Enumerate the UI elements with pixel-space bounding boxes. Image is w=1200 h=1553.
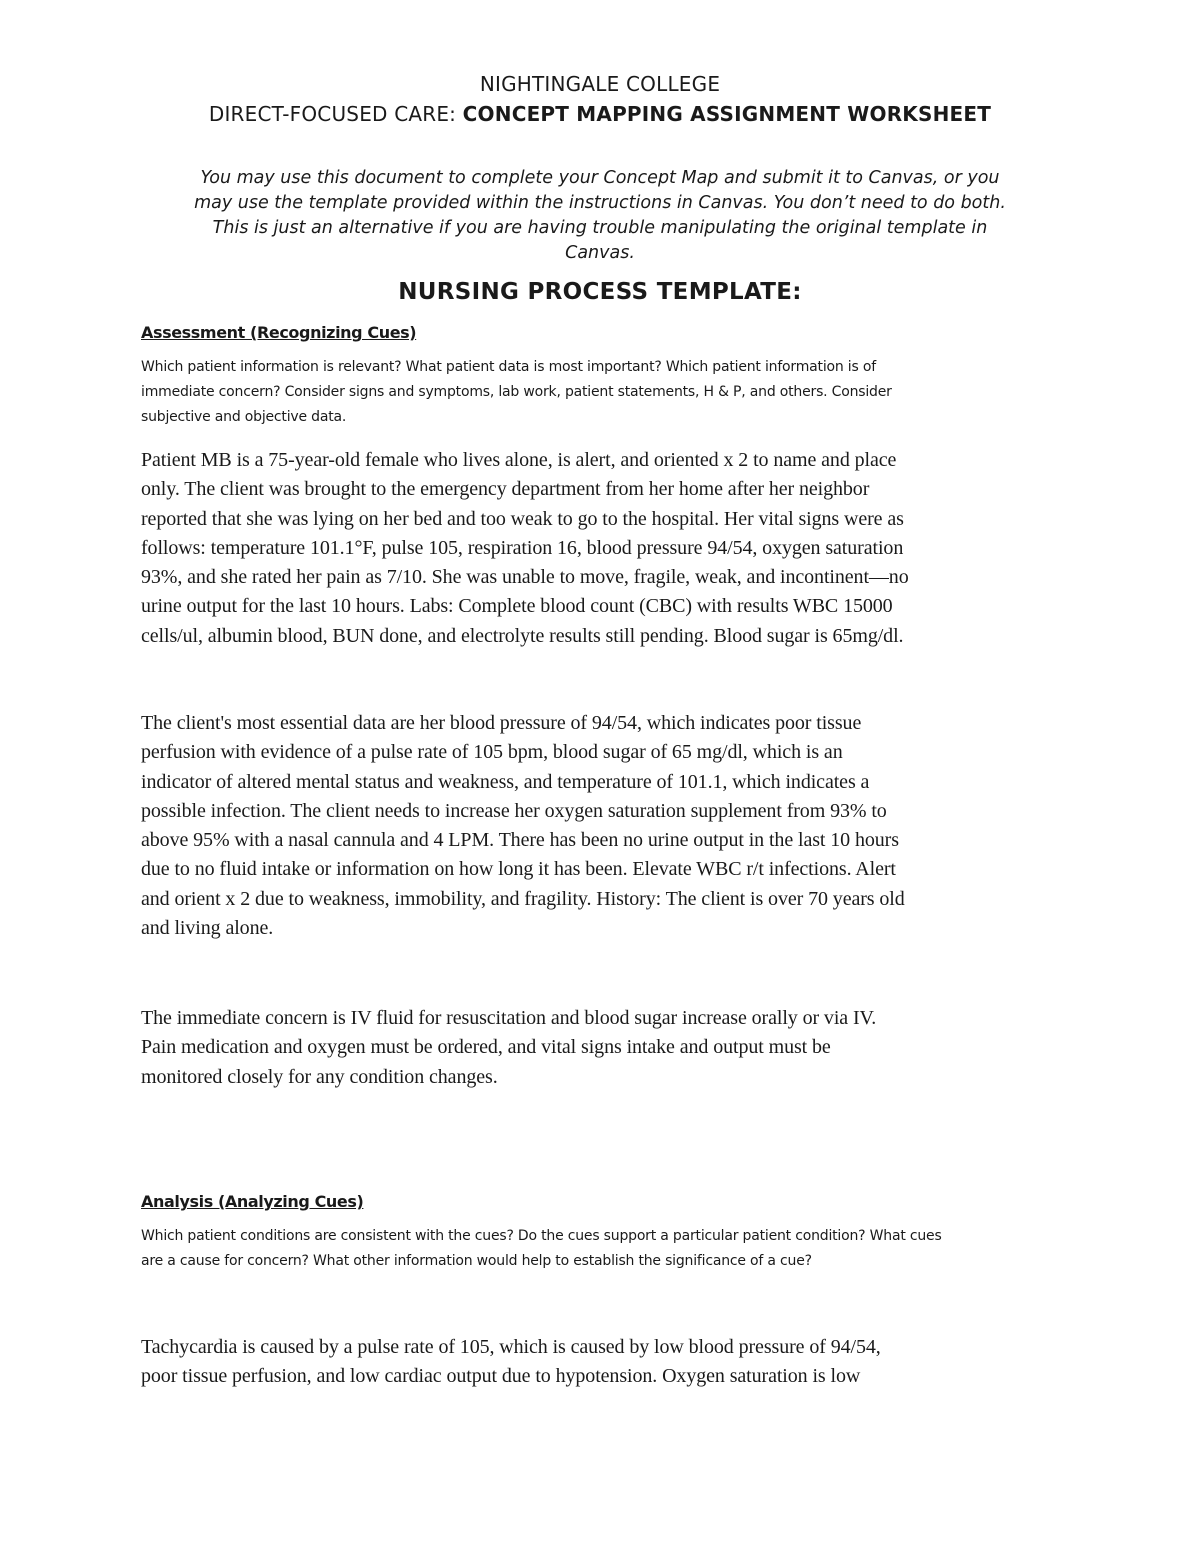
text-line: perfusion with evidence of a pulse rate of 105 bpm, blood sugar of 65 mg/dl, which is an <box>141 741 843 764</box>
prompt-line: subjective and objective data. <box>141 409 347 425</box>
text-line: The client's most essential data are her blood pressure of 94/54, which indicates poor tissue <box>141 712 862 734</box>
text-line: urine output for the last 10 hours. Labs: Complete blood count (CBC) with results WBC 15000 <box>141 595 893 618</box>
text-line: and living alone. <box>141 917 274 940</box>
intro-line: Canvas. <box>565 243 635 263</box>
analysis-prompt <box>141 1224 1061 1274</box>
assessment-paragraph-3 <box>141 1004 1071 1092</box>
text-line: above 95% with a nasal cannula and 4 LPM. There has been no urine output in the last 10 hours <box>141 829 899 852</box>
worksheet-title-prefix: DIRECT-FOCUSED CARE: <box>208 102 463 126</box>
analysis-heading: Analysis (Analyzing Cues) <box>141 1192 364 1211</box>
text-line: due to no fluid intake or information on how long it has been. Elevate WBC r/t infections. Alert <box>141 858 896 881</box>
analysis-paragraph-1 <box>141 1333 1071 1392</box>
text-line: poor tissue perfusion, and low cardiac output due to hypotension. Oxygen saturation is low <box>141 1365 861 1388</box>
text-line: follows: temperature 101.1°F, pulse 105, respiration 16, blood pressure 94/54, oxygen saturation <box>141 536 904 559</box>
college-name: NIGHTINGALE COLLEGE <box>479 72 721 96</box>
text-line: monitored closely for any condition changes. <box>141 1065 498 1088</box>
text-line: Pain medication and oxygen must be ordered, and vital signs intake and output must be <box>141 1036 831 1059</box>
worksheet-title-bold: CONCEPT MAPPING ASSIGNMENT WORKSHEET <box>462 102 992 126</box>
text-line: Tachycardia is caused by a pulse rate of 105, which is caused by low blood pressure of 94/54, <box>141 1336 881 1358</box>
assessment-prompt <box>141 355 1061 430</box>
intro-line: You may use this document to complete your Concept Map and submit it to Canvas, or you <box>200 168 1000 188</box>
text-line: Patient MB is a 75-year-old female who lives alone, is alert, and oriented x 2 to name and place <box>141 449 897 471</box>
intro-instructions <box>140 166 1060 266</box>
worksheet-title <box>0 101 1200 127</box>
assessment-paragraph-1 <box>141 446 1071 651</box>
text-line: indicator of altered mental status and weakness, and temperature of 101.1, which indicates a <box>141 770 870 793</box>
text-line: cells/ul, albumin blood, BUN done, and electrolyte results still pending. Blood sugar is 65mg/dl. <box>141 624 904 647</box>
assessment-paragraph-2 <box>141 709 1071 943</box>
assessment-heading: Assessment (Recognizing Cues) <box>141 323 417 342</box>
prompt-line: are a cause for concern? What other information would help to establish the significance of a cue? <box>141 1253 812 1269</box>
template-heading: NURSING PROCESS TEMPLATE: <box>398 279 802 305</box>
prompt-line: immediate concern? Consider signs and symptoms, lab work, patient statements, H & P, and others. Consider <box>141 384 892 400</box>
text-line: only. The client was brought to the emergency department from her home after her neighbor <box>141 478 870 501</box>
text-line: reported that she was lying on her bed and too weak to go to the hospital. Her vital signs were as <box>141 507 904 530</box>
text-line: The immediate concern is IV fluid for resuscitation and blood sugar increase orally or via IV. <box>141 1007 877 1029</box>
intro-line: This is just an alternative if you are having trouble manipulating the original template in <box>212 218 988 238</box>
text-line: possible infection. The client needs to increase her oxygen saturation supplement from 93% to <box>141 799 887 822</box>
intro-line: may use the template provided within the instructions in Canvas. You don’t need to do both. <box>194 193 1006 213</box>
text-line: and orient x 2 due to weakness, immobility, and fragility. History: The client is over 70 years old <box>141 887 905 910</box>
prompt-line: Which patient information is relevant? What patient data is most important? Which patient information is of <box>141 359 876 375</box>
prompt-line: Which patient conditions are consistent with the cues? Do the cues support a particular patient condition? What cues <box>141 1228 942 1244</box>
text-line: 93%, and she rated her pain as 7/10. She was unable to move, fragile, weak, and incontinent—no <box>141 566 909 589</box>
